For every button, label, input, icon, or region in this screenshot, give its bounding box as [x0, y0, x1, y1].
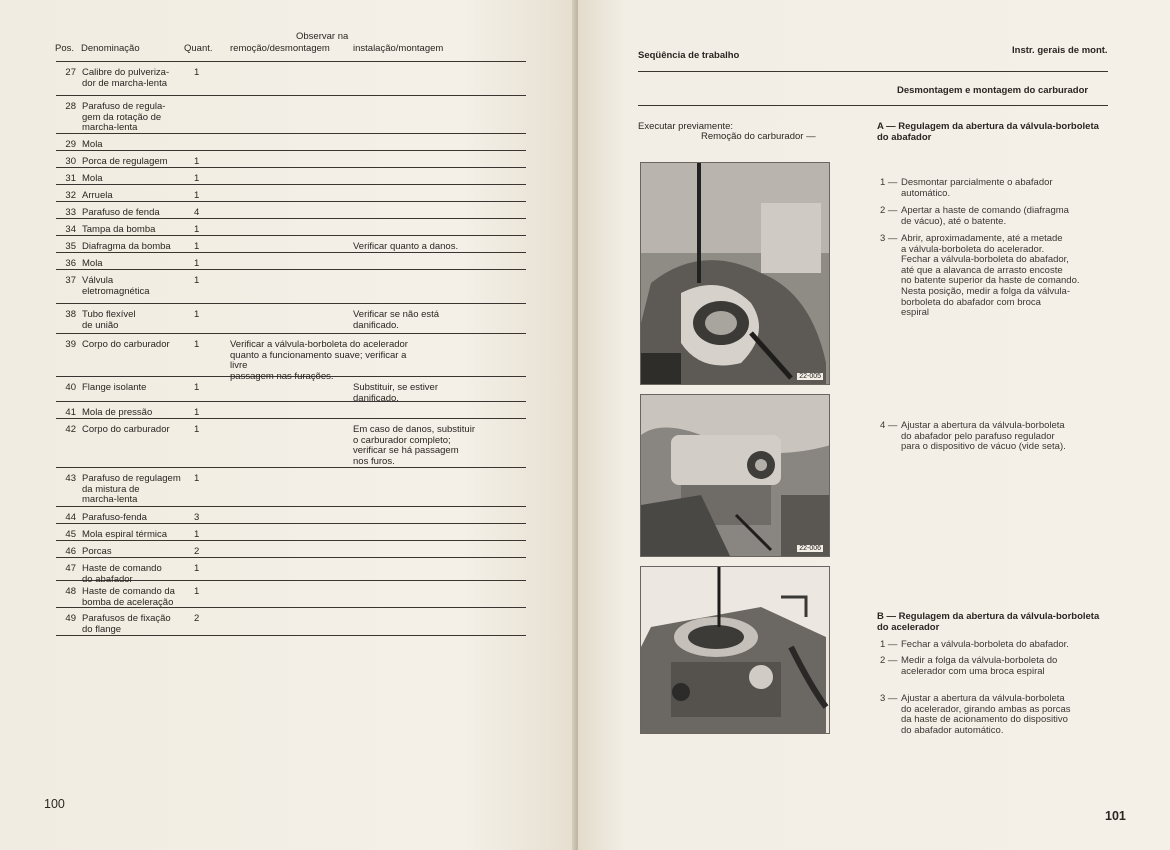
cell-quantity: 1	[194, 156, 200, 167]
col-header-removal: remoção/desmontagem	[230, 43, 330, 54]
step-text: Desmontar parcialmente o abafador automático.	[901, 177, 1053, 199]
cell-position: 37	[65, 275, 76, 286]
cell-denomination: Parafuso-fenda	[82, 512, 147, 523]
carburator-photo-3	[640, 566, 830, 734]
table-row	[56, 270, 526, 304]
table-row	[56, 419, 526, 468]
cell-position: 31	[65, 173, 76, 184]
cell-quantity: 1	[194, 258, 200, 269]
step-number: 1 —	[880, 639, 898, 650]
cell-quantity: 1	[194, 275, 200, 286]
col-header-quantity: Quant.	[184, 43, 213, 54]
table-row	[56, 185, 526, 202]
cell-position: 48	[65, 586, 76, 597]
step-text: Medir a folga da válvula-borboleta do acelerador com uma broca espiral	[901, 655, 1058, 677]
cell-position: 41	[65, 407, 76, 418]
table-row	[56, 202, 526, 219]
prerequisite-item: Remoção do carburador —	[701, 131, 816, 142]
cell-denomination: Válvula eletromagnética	[82, 275, 150, 297]
cell-quantity: 1	[194, 586, 200, 597]
col-header-denomination: Denominação	[81, 43, 140, 54]
cell-quantity: 1	[194, 473, 200, 484]
cell-installation-note: Em caso de danos, substituir o carburador completo; verificar se há passagem nos furos.	[353, 424, 475, 467]
cell-denomination: Tubo flexível de união	[82, 309, 136, 331]
section-b-title: B — Regulagem da abertura da válvula-borboleta do acelerador	[877, 611, 1100, 633]
cell-denomination: Diafragma da bomba	[82, 241, 171, 252]
cell-quantity: 1	[194, 67, 200, 78]
cell-position: 35	[65, 241, 76, 252]
cell-denomination: Calibre do pulveriza- dor de marcha-lenta	[82, 67, 170, 89]
table-row	[56, 134, 526, 151]
cell-quantity: 2	[194, 613, 200, 624]
table-row	[56, 62, 526, 96]
cell-denomination: Mola espiral térmica	[82, 529, 167, 540]
table-row	[56, 524, 526, 541]
page-number-left: 100	[44, 797, 65, 811]
figure-label: 22-006	[799, 545, 821, 552]
step-number: 2 —	[880, 655, 898, 666]
cell-quantity: 1	[194, 224, 200, 235]
table-row	[56, 253, 526, 270]
cell-installation-note: Verificar quanto a danos.	[353, 241, 459, 252]
prerequisite-label: Executar previamente:	[638, 121, 734, 132]
table-row	[56, 96, 526, 134]
cell-position: 39	[65, 339, 76, 350]
left-page	[0, 0, 578, 850]
cell-denomination: Haste de comando do abafador	[82, 563, 162, 585]
table-row	[56, 219, 526, 236]
step-number: 2 —	[880, 205, 898, 216]
cell-denomination: Haste de comando da bomba de aceleração	[82, 586, 175, 608]
cell-denomination: Mola	[82, 173, 103, 184]
table-row	[56, 334, 526, 382]
table-row	[56, 304, 526, 334]
step-number: 3 —	[880, 233, 898, 244]
observe-header: Observar na	[296, 31, 349, 42]
cell-position: 34	[65, 224, 76, 235]
step-text: Apertar a haste de comando (diafragma de vácuo), até o batente.	[901, 205, 1069, 227]
cell-installation-note: Verificar se não está danificado.	[353, 309, 440, 331]
figure-label: 22-005	[799, 373, 821, 380]
cell-position: 45	[65, 529, 76, 540]
cell-installation-note: Substituir, se estiver danificado.	[353, 382, 439, 404]
cell-denomination: Arruela	[82, 190, 113, 201]
cell-denomination: Corpo do carburador	[82, 424, 170, 435]
cell-quantity: 1	[194, 173, 200, 184]
cell-position: 40	[65, 382, 76, 393]
section-header-left: Seqüência de trabalho	[638, 50, 740, 61]
cell-position: 43	[65, 473, 76, 484]
table-row	[56, 608, 526, 636]
step-text: Fechar a válvula-borboleta do abafador.	[901, 639, 1069, 650]
cell-denomination: Parafuso de regulagem da mistura de marcha-lenta	[82, 473, 181, 505]
cell-denomination: Parafuso de fenda	[82, 207, 160, 218]
cell-quantity: 4	[194, 207, 200, 218]
cell-position: 33	[65, 207, 76, 218]
cell-denomination: Mola	[82, 139, 103, 150]
page-number-right: 101	[1105, 809, 1126, 823]
cell-quantity: 1	[194, 190, 200, 201]
col-header-installation: instalação/montagem	[353, 43, 444, 54]
cell-position: 42	[65, 424, 76, 435]
cell-quantity: 1	[194, 529, 200, 540]
cell-quantity: 1	[194, 424, 200, 435]
section-a-title: A — Regulagem da abertura da válvula-borboleta do abafador	[877, 121, 1099, 143]
header-divider	[638, 71, 1108, 72]
cell-position: 38	[65, 309, 76, 320]
cell-position: 30	[65, 156, 76, 167]
page-subtitle: Desmontagem e montagem do carburador	[897, 85, 1089, 96]
step-text: Abrir, aproximadamente, até a metade a válvula-borboleta do acelerador. Fechar a válvula-borboleta do abafador, até que a alavanca de arrasto encoste no batente superior da haste de comando. Nesta posição, medir a folga da válvula- borboleta do abafador com broca espiral	[901, 233, 1080, 319]
cell-denomination: Tampa da bomba	[82, 224, 156, 235]
step-number: 3 —	[880, 693, 898, 704]
table-row	[56, 377, 526, 402]
cell-denomination: Corpo do carburador	[82, 339, 170, 350]
cell-denomination: Parafusos de fixação do flange	[82, 613, 171, 635]
step-number: 1 —	[880, 177, 898, 188]
cell-quantity: 1	[194, 241, 200, 252]
cell-position: 49	[65, 613, 76, 624]
cell-removal-note: Verificar a válvula-borboleta do acelerador quanto a funcionamento suave; verificar a livre passagem nas furações.	[230, 339, 408, 382]
step-text: Ajustar a abertura da válvula-borboleta do abafador pelo parafuso regulador para o dispositivo de vácuo (vide seta).	[901, 420, 1066, 453]
cell-quantity: 1	[194, 339, 200, 350]
cell-position: 47	[65, 563, 76, 574]
cell-quantity: 1	[194, 309, 200, 320]
cell-denomination: Porcas	[82, 546, 112, 557]
table-row	[56, 468, 526, 507]
table-row	[56, 507, 526, 524]
step-text: Ajustar a abertura da válvula-borboleta do acelerador, girando ambas as porcas da haste de acionamento do dispositivo do abafador automático.	[901, 693, 1071, 736]
table-row	[56, 402, 526, 419]
cell-denomination: Mola	[82, 258, 103, 269]
carburator-photo-2	[640, 394, 830, 557]
table-row	[56, 151, 526, 168]
table-row	[56, 581, 526, 608]
cell-quantity: 3	[194, 512, 200, 523]
cell-position: 46	[65, 546, 76, 557]
cell-position: 27	[65, 67, 76, 78]
cell-position: 36	[65, 258, 76, 269]
cell-denomination: Porca de regulagem	[82, 156, 168, 167]
right-page	[578, 0, 1170, 850]
cell-position: 28	[65, 101, 76, 112]
cell-quantity: 1	[194, 407, 200, 418]
cell-position: 32	[65, 190, 76, 201]
cell-position: 29	[65, 139, 76, 150]
cell-quantity: 1	[194, 563, 200, 574]
table-row	[56, 558, 526, 585]
carburator-photo-1	[640, 162, 830, 385]
subtitle-divider	[638, 105, 1108, 106]
cell-denomination: Mola de pressão	[82, 407, 153, 418]
cell-quantity: 1	[194, 382, 200, 393]
col-header-pos: Pos.	[55, 43, 75, 54]
table-row	[56, 541, 526, 558]
cell-quantity: 2	[194, 546, 200, 557]
cell-denomination: Parafuso de regula- gem da rotação de marcha-lenta	[82, 101, 166, 133]
step-number: 4 —	[880, 420, 898, 431]
cell-position: 44	[65, 512, 76, 523]
table-row	[56, 236, 526, 253]
cell-denomination: Flange isolante	[82, 382, 147, 393]
section-header-right: Instr. gerais de mont.	[1012, 45, 1108, 56]
table-row	[56, 168, 526, 185]
